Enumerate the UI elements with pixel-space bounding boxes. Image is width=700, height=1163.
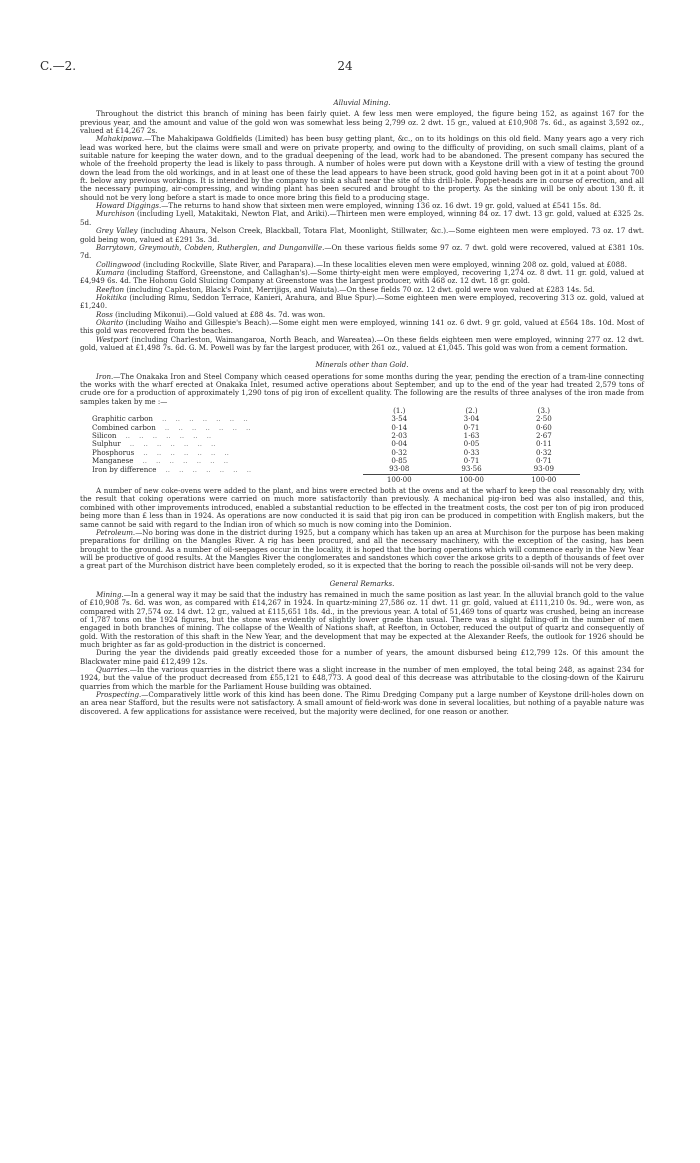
paragraph-lead: Quarries. bbox=[96, 665, 130, 674]
leader-dots: .. .. .. .. .. .. .. bbox=[120, 439, 216, 449]
analysis-label-text: Silicon bbox=[92, 431, 117, 441]
paragraph bbox=[80, 269, 644, 286]
page-header bbox=[40, 59, 650, 78]
iron-analysis-table bbox=[92, 407, 580, 484]
paragraph-text: (including Lyell, Matakitaki, Newton Flat, and Ariki).—Thirteen men were employed, winning 84 oz. 17 dwt. 13 gr. gold, valued at £325 2s. 5d. bbox=[80, 209, 644, 227]
paragraph-text: (including Charleston, Waimangaroa, North Beach, and Wareatea).—On these fields eighteen men were employed, winning 277 oz. 12 dwt. gold, valued at £1,498 7s. 6d. G. M. Powell was by far the largest producer, with 261 oz., valued at £1,045. This gold was won from a cement formation. bbox=[80, 334, 644, 352]
analysis-value: 0·71 bbox=[463, 422, 480, 432]
petroleum-text: —No boring was done in the district during 1925, but a company which has taken up an area at Murchison for the purpose has been making preparations for drilling on the Mangles River. A rig has been procured, and all the necessary machinery, with the exception of the casing, has been brought to the ground. As a number of oil-seepages occur in the locality, it is hoped that the boring operations which will commence early in the New Year will be productive of good results. At the Mangles River the conglomerates and sandstones which cover the arkose grits to a depth of thousands of feet over a great part of the Murchison district have been completely eroded, so it is expected that the boring to reach the possible oil-sands will not be very deep. bbox=[80, 527, 644, 571]
general-paragraphs bbox=[80, 591, 644, 716]
paragraph bbox=[80, 319, 644, 336]
paragraph-text: —The returns to hand show that sixteen men were employed, winning 136 oz. 16 dwt. 19 gr. gold, valued at £541 15s. 8d. bbox=[161, 201, 602, 211]
paragraph bbox=[80, 336, 644, 353]
paragraph bbox=[80, 227, 644, 244]
analysis-label-text: Combined carbon bbox=[92, 422, 156, 432]
analysis-value: 0·04 bbox=[391, 439, 408, 449]
analysis-label-text: Manganese bbox=[92, 456, 134, 466]
paragraph-lead: Murchison bbox=[96, 209, 135, 219]
section-title-general: General Remarks. bbox=[329, 578, 395, 588]
paragraph-text: (including Mikonui).—Gold valued at £88 4s. 7d. was won. bbox=[112, 309, 326, 319]
analysis-value: 0·60 bbox=[535, 422, 552, 432]
paragraph-text: (including Waiho and Gillespie's Beach).—Some eight men were employed, winning 141 oz. 6 dwt. 9 gr. gold, valued at £564 18s. 10d. Most of this gold was recovered from the beaches. bbox=[80, 317, 644, 336]
leader-dots: .. .. .. .. .. .. .. bbox=[156, 464, 252, 474]
analysis-value: 0·71 bbox=[463, 456, 480, 466]
paragraph-lead: Westport bbox=[96, 334, 129, 344]
page-body bbox=[80, 96, 644, 716]
paragraph-lead: Mining. bbox=[96, 589, 124, 599]
analysis-label-text: Graphitic carbon bbox=[92, 414, 153, 424]
iron-text: —The Onakaka Iron and Steel Company which ceased operations for some months during the year, pending the erection of a tram-line connecting the works with the wharf erected at Onakaka Inlet, resumed active operations about September, and up to the end of the year had treated 2,579 tons of crude ore for a production of approximately 1,290 tons of pig iron of excellent quality. The following are the results of three analyses of the iron made from samples taken by me :— bbox=[80, 371, 644, 406]
section-title-alluvial: Alluvial Mining. bbox=[333, 98, 391, 107]
paragraph bbox=[80, 135, 644, 202]
paragraph-text: —In a general way it may be said that the industry has remained in much the same position as last year. In the alluvial branch gold to the value of £10,908 7s. 6d. was won, as compared with £14,267 in 1924. In quartz-mining 27,586 oz. 11 dwt. 11 gr. gold, valued at £111,210 0s. 9d., were won, as compared with 27,574 oz. 14 dwt. 12 gr., valued at £115,651 18s. 4d., in the previous year. A total of 51,469 tons of quartz was crushed, being an increase of 1,787 tons on the 1924 figures, but the stone was evidently of slightly lower grade than usual. There was a slight falling-off in the number of men engaged in both branches of mining. The collapse of the Wealth of Nations shaft, at Reefton, in October, reduced the output of quartz and consequently of gold. With the restoration of this shaft in the New Year, and the development that may be expected at the Alexander Reefs, the outlook for 1926 should be much brighter as far as gold-production in the district is concerned. bbox=[80, 589, 644, 649]
analysis-total-spacer bbox=[92, 474, 363, 484]
leader-dots: .. .. .. .. .. .. .. bbox=[155, 422, 251, 432]
paragraph-lead: Kumara bbox=[96, 267, 125, 277]
alluvial-intro: Throughout the district this branch of mining has been fairly quiet. A few less men were employed, the figure being 152, as against 167 for the previous year, and the amount and value of the gold won was somewhat less being 2,799 oz. 2 dwt. 15 gr., valued at £10,908 7s. 6d., as against 3,592 oz., valued at £14,267 2s. bbox=[80, 109, 644, 136]
analysis-label-text: Sulphur bbox=[92, 439, 121, 449]
analysis-row bbox=[92, 465, 580, 474]
analysis-value: 3·54 bbox=[391, 414, 408, 424]
paragraph-lead: Reefton bbox=[96, 284, 125, 294]
analysis-value: 93·08 bbox=[389, 464, 410, 474]
page-number: 24 bbox=[337, 59, 353, 73]
analysis-value: 0·33 bbox=[463, 447, 480, 457]
analysis-value: 0·14 bbox=[391, 422, 408, 432]
analysis-value: 3·04 bbox=[463, 414, 480, 424]
paragraph bbox=[80, 691, 644, 716]
paragraph bbox=[80, 244, 644, 261]
leader-dots: .. .. .. .. .. .. .. bbox=[153, 414, 248, 424]
analysis-total: 100·00 bbox=[508, 474, 580, 484]
petroleum-paragraph bbox=[80, 529, 644, 571]
paragraph-lead: Prospecting. bbox=[96, 690, 142, 700]
document-reference: C.—2. bbox=[40, 59, 77, 73]
paragraph-lead: Ross bbox=[96, 309, 113, 319]
paragraph-lead: Grey Valley bbox=[96, 226, 138, 236]
paragraph-text: —The Mahakipawa Goldfields (Limited) has been busy getting plant, &c., on to its holdings on this old field. Many years ago a very rich lead was worked here, but the claims were small and were on private property, and owing to the difficulty of providing, on such small claims, plant of a suitable nature for keeping the water down, and to the gradual deepening of the lead, work had to be abandoned. The present company has secured the whole of the freehold property the lead is likely to pass through. A number of holes were put down with a Keystone drill with a view of testing the ground down the lead from the old workings, and in at least one of these the lead appears to have been struck, good gold having been got in it at a point about 700 ft. below any previous workings. It is intended by the company to sink a shaft near the site of this drill-hole. Poppet-heads are in course of erection, and all the necessary pumping, air-compressing, and winding plant has been secured and brought to the property. As the sinking will be only about 130 ft. it should not be very long before a start is made to once more bring this field to a producing stage. bbox=[80, 134, 644, 202]
alluvial-paragraphs bbox=[80, 135, 644, 352]
paragraph-lead: Mahakipawa. bbox=[96, 134, 145, 144]
section-title-minerals: Minerals other than Gold. bbox=[315, 360, 409, 370]
analysis-total: 100·00 bbox=[435, 474, 507, 484]
paragraph-text: —On these various fields some 97 oz. 7 dwt. gold were recovered, valued at £381 10s. 7d. bbox=[80, 242, 644, 261]
iron-after-paragraph: A number of new coke-ovens were added to the plant, and bins were erected both at the ovens and at the wharf to keep the coal reasonably dry, with the result that coking operations were carried on much more satisfactorily than previously. A mechanical pig-iron bed was also installed, and this, combined with other improvements introduced, enabled a substantial reduction to be effected in the treatment costs, the cost per ton of pig iron produced being more than £ less than in 1924. As operations are now conducted it is said that pig iron can be produced in competition with English makers, but the same cannot be said with regard to the Indian iron of which so much is now coming into the Dominion. bbox=[80, 486, 644, 529]
paragraph-text: (including Capleston, Black's Point, Merrijigs, and Waiuta).—On these fields 70 oz. 12 dwt. gold were won valued at £283 14s. 5d. bbox=[124, 284, 595, 294]
analysis-total-row bbox=[92, 474, 580, 484]
analysis-value: 2·50 bbox=[535, 414, 552, 424]
paragraph-lead: Barrytown, Greymouth, Cobden, Rutherglen, and Dunganville. bbox=[96, 242, 325, 252]
analysis-row-label bbox=[92, 465, 363, 474]
analysis-total: 100·00 bbox=[363, 474, 435, 484]
analysis-value: 93·09 bbox=[533, 464, 554, 474]
paragraph bbox=[80, 294, 644, 311]
analysis-value: 2·03 bbox=[391, 431, 408, 441]
analysis-column-header: (3.) bbox=[537, 406, 550, 416]
paragraph-text: (including Rockville, Slate River, and Parapara).—In these localities eleven men were employed, winning 208 oz. gold, valued at £088. bbox=[140, 259, 627, 269]
paragraph bbox=[80, 210, 644, 227]
analysis-value: 0·71 bbox=[535, 456, 552, 466]
leader-dots: .. .. .. .. .. .. .. bbox=[134, 447, 229, 457]
leader-dots: .. .. .. .. .. .. .. bbox=[133, 456, 229, 466]
paragraph bbox=[80, 649, 644, 666]
paragraph bbox=[80, 591, 644, 649]
paragraph bbox=[80, 666, 644, 691]
paragraph-text: (including Rimu, Seddon Terrace, Kanieri, Arahura, and Blue Spur).—Some eighteen men were employed, recovering 313 oz. gold, valued at £1,240. bbox=[80, 292, 644, 311]
iron-paragraph bbox=[80, 373, 644, 406]
paragraph-lead: Hokitika bbox=[96, 292, 127, 302]
petroleum-lead: Petroleum. bbox=[96, 527, 136, 537]
paragraph-text: (including Ahaura, Nelson Creek, Blackball, Totara Flat, Moonlight, Stillwater, &c.).—Some eighteen men were employed. 73 oz. 17 dwt. gold being won, valued at £291 3s. 3d. bbox=[80, 226, 644, 244]
paragraph-lead: Okarito bbox=[96, 317, 124, 327]
iron-lead: Iron. bbox=[96, 371, 114, 381]
analysis-value: 0·11 bbox=[535, 439, 552, 449]
analysis-column-header: (2.) bbox=[465, 406, 478, 416]
paragraph-text: —Comparatively little work of this kind has been done. The Rimu Dredging Company put a large number of Keystone drill-holes down on an area near Stafford, but the results were not satisfactory. A small amount of field-work was done in several localities, but nothing of a payable nature was discovered. A few applications for assistance were received, but the majority were declined, for one reason or another. bbox=[80, 690, 644, 716]
analysis-value: 1·63 bbox=[463, 431, 480, 441]
analysis-value: 0·05 bbox=[463, 439, 480, 449]
paragraph-lead: Howard Diggings. bbox=[96, 201, 162, 211]
paragraph-text: —In the various quarries in the district there was a slight increase in the number of men employed, the total being 248, as against 234 for 1924, but the value of the product decreased from £55,121 to £48,773. A good deal of this decrease was attributable to the closing-down of the Kairuru quarries from which the marble for the Parliament House building was obtained. bbox=[80, 665, 644, 691]
analysis-value: 0·32 bbox=[535, 447, 552, 457]
paragraph-text: (including Stafford, Greenstone, and Callaghan's).—Some thirty-eight men were employed, recovering 1,274 oz. 8 dwt. 11 gr. gold, valued at £4,949 6s. 4d. The Hohonu Gold Sluicing Company at Greenstone was the largest producer, with 468 oz. 12 dwt. 18 gr. gold. bbox=[80, 267, 644, 286]
analysis-label-text: Phosphorus bbox=[92, 447, 135, 457]
paragraph-text: During the year the dividends paid greatly exceeded those for a number of years, the amount disbursed being £12,799 12s. Of this amount the Blackwater mine paid £12,499 12s. bbox=[80, 648, 644, 666]
leader-dots: .. .. .. .. .. .. .. bbox=[116, 431, 212, 441]
analysis-value: 0·85 bbox=[391, 456, 408, 466]
analysis-column-header: (1.) bbox=[393, 406, 406, 416]
analysis-value: 0·32 bbox=[391, 447, 408, 457]
paragraph-lead: Collingwood bbox=[96, 259, 141, 269]
analysis-value: 2·67 bbox=[535, 431, 552, 441]
analysis-label-text: Iron by difference bbox=[92, 464, 157, 474]
analysis-value: 93·56 bbox=[461, 464, 482, 474]
